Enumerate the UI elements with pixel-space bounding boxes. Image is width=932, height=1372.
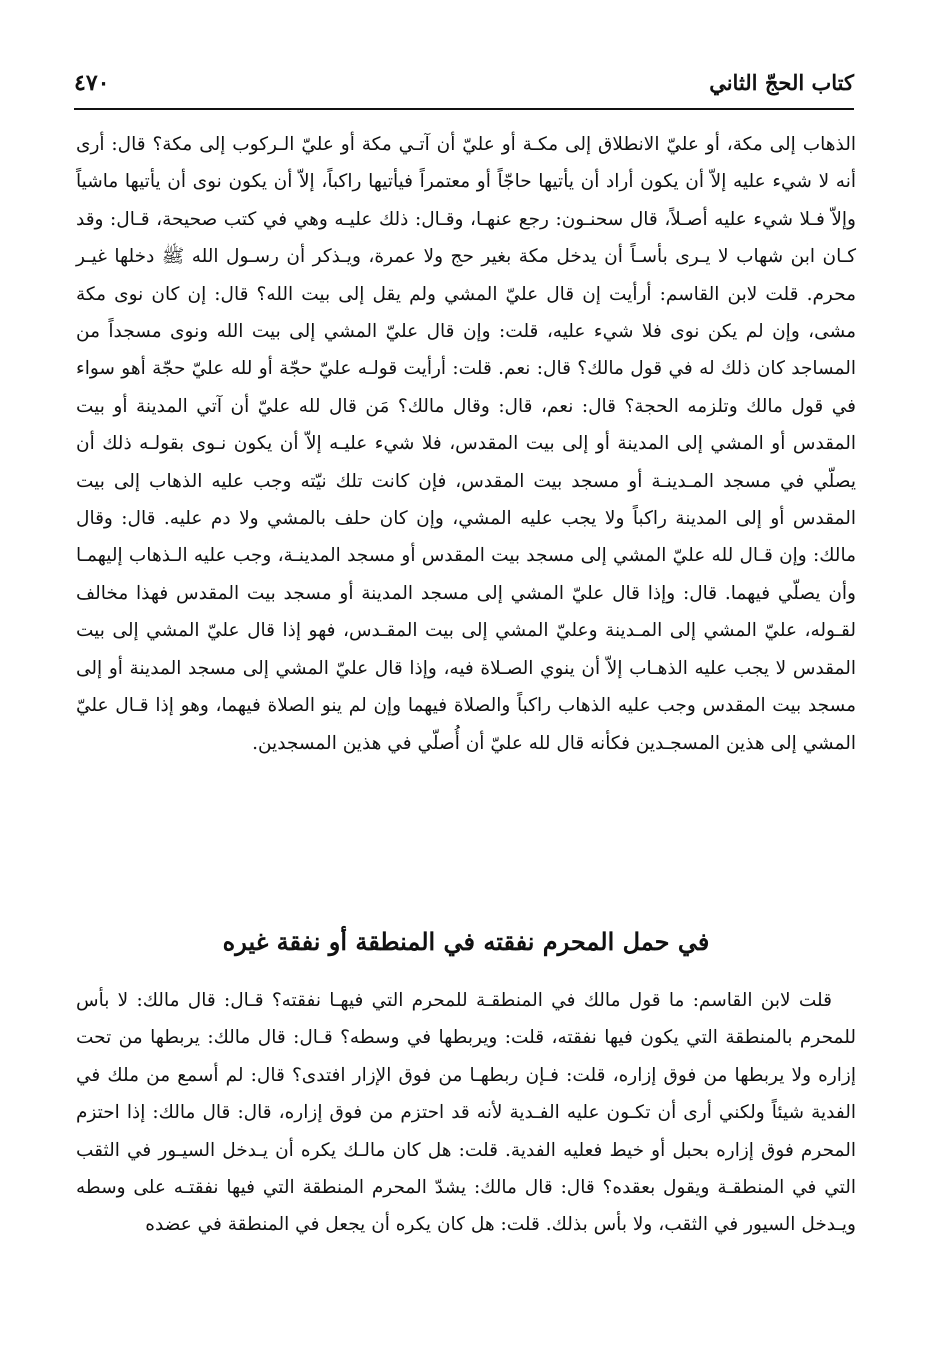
header-rule (74, 108, 854, 110)
section-text-block (76, 982, 856, 1244)
section-heading: في حمل المحرم نفقته في المنطقة أو نفقة غيره (222, 927, 710, 956)
page-header (74, 64, 854, 108)
paragraph-1: الذهاب إلى مكة، أو عليّ الانطلاق إلى مكـة أو عليّ أن آتـي مكة أو عليّ الـركوب إلى مكة؟ قال: أرى أنه لا شيء عليه إلاّ أن يكون أراد أن يأتيها حاجّاً أو معتمراً فيأتيها راكباً، إلاّ أن يكون نوى أن يأتيها ماشياً وإلاّ فـلا شيء عليه أصـلاً، قال سحنـون: رجع عنهـا، وقـال: ذلك عليـه وهي في كتب صحيحة، قـال: وقد كـان ابن شهاب لا يـرى بأسـاً أن يدخل مكة بغير حج ولا عمرة، ويـذكر أن رسـول الله ﷺ دخلها غيـر محرم. قلت لابن القاسم: أرأيت إن قال عليّ المشي ولم يقل إلى بيت الله؟ قال: إن كان نوى مكة مشى، وإن لم يكن نوى فلا شيء عليه، قلت: وإن قال عليّ المشي إلى بيت الله ونوى مسجداً من المساجد كان ذلك له في قول مالك؟ قال: نعم. قلت: أرأيت قولـه عليّ حجّة أو لله عليّ حجّة أهو سواء في قول مالك وتلزمه الحجة؟ قال: نعم، قال: وقال مالك؟ مَن قال لله عليّ أن آتي المدينة أو بيت المقدس أو المشي إلى المدينة أو إلى بيت المقدس، فلا شيء عليـه إلاّ أن يكون نـوى بقولـه ذلك أن يصلّي في مسجد المـدينـة أو مسجد بيت المقدس، فإن كانت تلك نيّته وجب عليه الذهاب إلى بيت المقدس أو إلى المدينة راكباً ولا يجب عليه المشي، وإن كان حلف بالمشي ولا دم عليه. قال: وقال مالك: وإن قـال لله عليّ المشي إلى مسجد بيت المقدس أو مسجد المدينـة، وجب عليه الـذهاب إليهمـا وأن يصلّي فيهما. قال: وإذا قال عليّ المشي إلى مسجد المدينة أو مسجد بيت المقدس فهذا مخالف لقـوله، عليّ المشي إلى المـدينة وعليّ المشي إلى بيت المقـدس، فهو إذا قال عليّ المشي إلى بيت المقدس لا يجب عليه الذهـاب إلاّ أن ينوي الصـلاة فيه، وإذا قال عليّ المشي إلى مسجد المدينة أو إلى مسجد بيت المقدس وجب عليه الذهاب راكباً والصلاة فيهما وإن لم ينو الصلاة فيهما، وهو إذا قـال عليّ المشي إلى هذين المسجـدين فكأنه قال لله عليّ أن أُصلّي في هذين المسجدين. (76, 134, 856, 754)
page-number: ٤٧٠ (74, 70, 110, 96)
running-title: كتاب الحجّ الثاني (709, 70, 854, 95)
main-text-block (76, 126, 856, 762)
paragraph-2: قلت لابن القاسم: ما قول مالك في المنطقـة للمحرم التي فيهـا نفقته؟ قـال: قال مالك: لا بأس للمحرم بالمنطقة التي يكون فيها نفقته، قلت: ويربطها في وسطه؟ قـال: قال مالك: يربطها من تحت إزاره ولا يربطها من فوق إزاره، قلت: فـإن ربطهـا من فوق الإزار افتدى؟ قال: لم أسمع من ملك في الفدية شيئاً ولكني أرى أن تكـون عليه الفـدية لأنه قد احتزم من فوق إزاره، قال: قال مالك: إذا احتزم المحرم فوق إزاره بحبل أو خيط فعليه الفدية. قلت: هل كان مالـك يكره أن يـدخل السيـور في الثقب التي في المنطقـة ويقول بعقده؟ قال: قال مالك: يشدّ المحرم المنطقة التي فيها نفقتـه على وسطه ويـدخل السيور في الثقب، ولا بأس بذلك. قلت: هل كان يكره أن يجعل في المنطقة في عضده (76, 990, 856, 1236)
